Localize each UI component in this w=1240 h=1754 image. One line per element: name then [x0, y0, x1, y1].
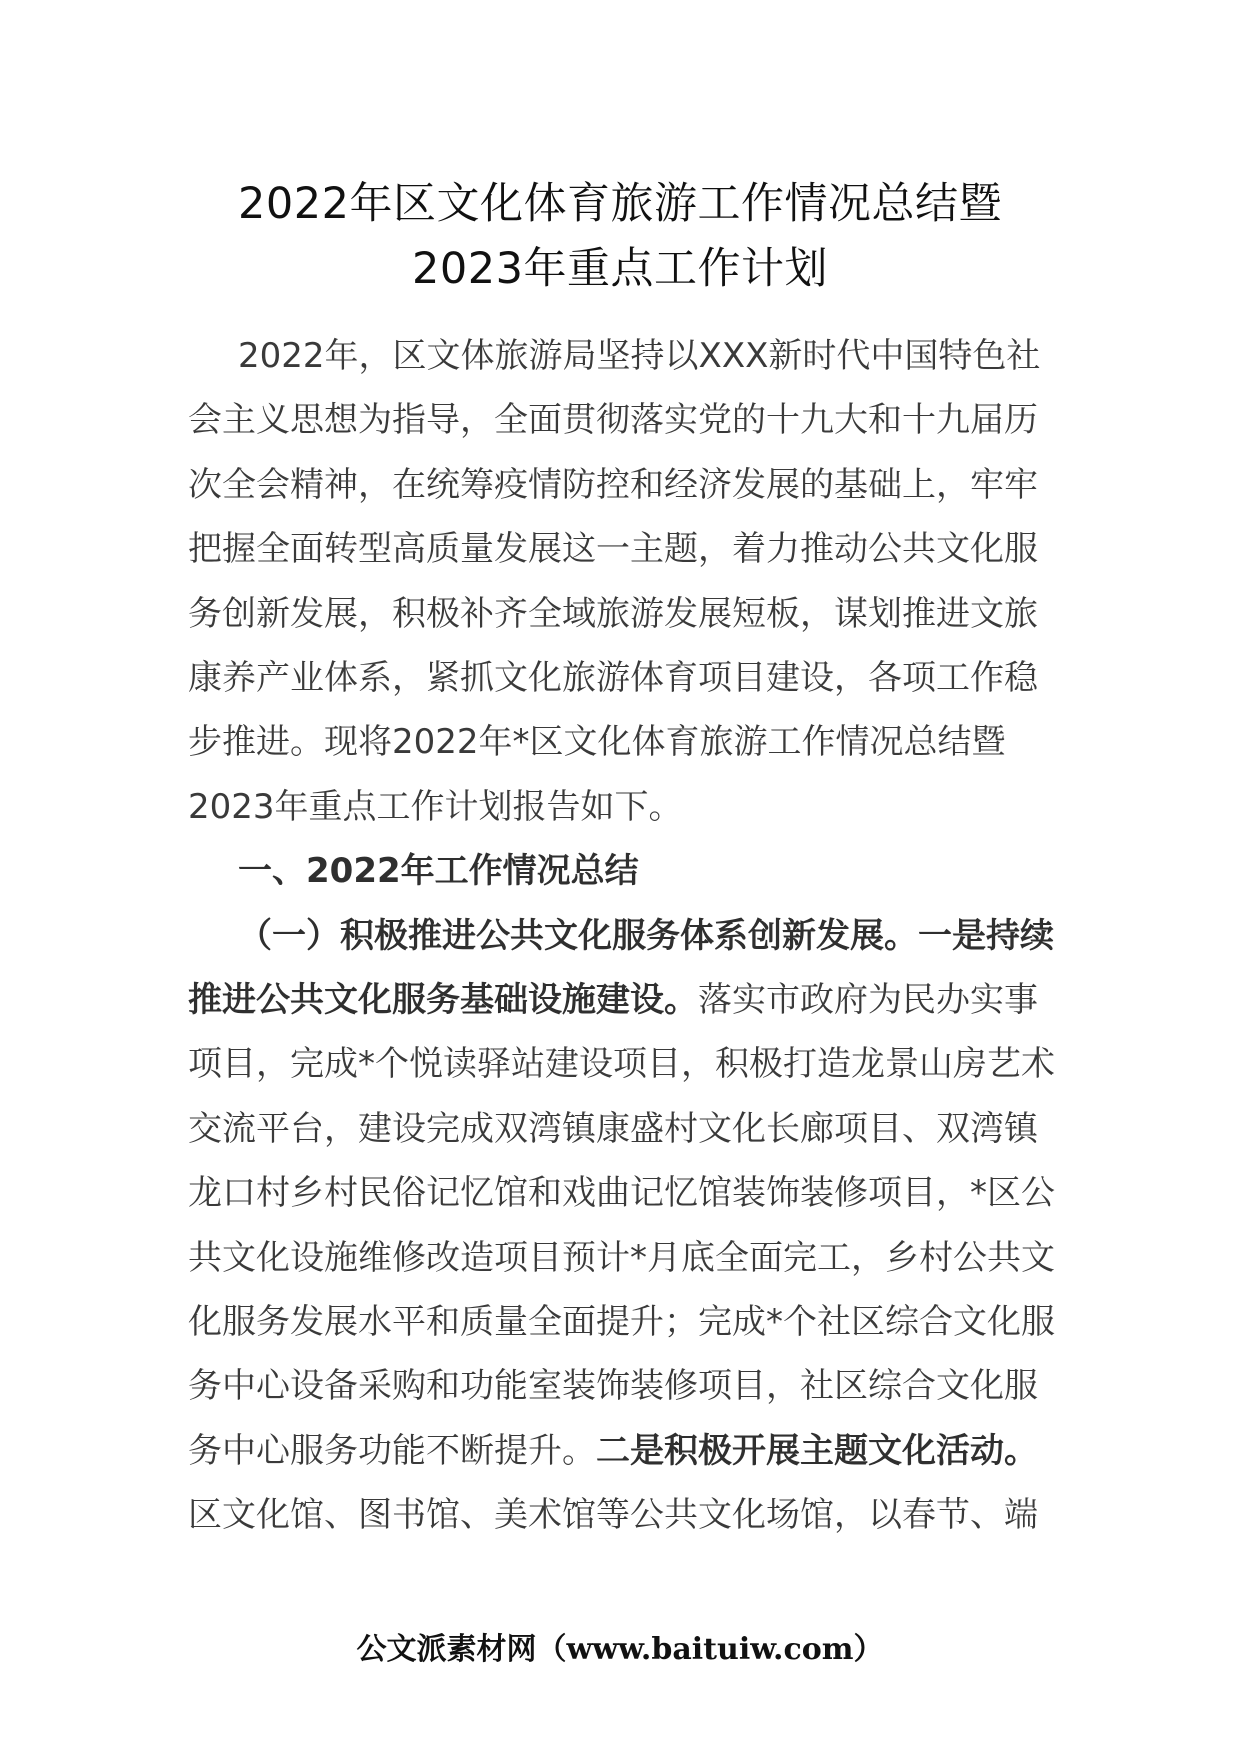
paragraph-line [188, 400, 1038, 440]
bold-text-segment: （一）积极推进公共文化服务体系创新发展。一是持续 [238, 915, 1054, 956]
text-segment: 2022年，区文体旅游局坚持以XXX新时代中国特色社 [238, 336, 1041, 376]
text-segment: 务中心服务功能不断提升。 [188, 1430, 596, 1471]
text-segment: 2023年重点工作计划报告如下。 [188, 786, 683, 827]
text-segment: 康养产业体系，紧抓文化旅游体育项目建设，各项工作稳 [188, 658, 1038, 698]
text-segment: 务创新发展，积极补齐全域旅游发展短板，谋划推进文旅 [188, 593, 1038, 634]
paragraph-line [188, 658, 1038, 698]
footer-source-watermark: 公文派素材网（www.baituiw.com） [356, 1632, 884, 1667]
paragraph-line [188, 1495, 1038, 1535]
paragraph-line [188, 1109, 1038, 1149]
bold-text-segment: 一、2022年工作情况总结 [238, 851, 639, 892]
paragraph-line [188, 1044, 1055, 1084]
paragraph-line [188, 722, 1006, 762]
text-segment: 把握全面转型高质量发展这一主题，着力推动公共文化服 [188, 529, 1038, 570]
paragraph-line [188, 1302, 1055, 1342]
paragraph-line [238, 851, 639, 891]
paragraph-line [188, 465, 1038, 505]
bold-text-segment: 二是积极开展主题文化活动。 [596, 1430, 1038, 1471]
paragraph-line [188, 529, 1038, 569]
text-segment: 务中心设备采购和功能室装饰装修项目，社区综合文化服 [188, 1366, 1038, 1407]
text-segment: 落实市政府为民办实事 [698, 980, 1038, 1020]
text-segment: 会主义思想为指导，全面贯彻落实党的十九大和十九届历 [188, 400, 1038, 441]
text-segment: 共文化设施维修改造项目预计*月底全面完工，乡村公共文 [188, 1237, 1055, 1278]
document-title-line-1: 2022年区文化体育旅游工作情况总结暨 [238, 179, 1002, 229]
paragraph-line [238, 336, 1040, 376]
paragraph-line [188, 1431, 1038, 1471]
bold-text-segment: 推进公共文化服务基础设施建设。 [188, 980, 698, 1020]
paragraph-line [188, 1173, 1055, 1213]
paragraph-line [188, 1238, 1055, 1278]
text-segment: 项目，完成*个悦读驿站建设项目，积极打造龙景山房艺术 [188, 1044, 1055, 1085]
paragraph-line [238, 916, 1054, 956]
paragraph-line [188, 787, 683, 827]
text-segment: 步推进。现将2022年*区文化体育旅游工作情况总结暨 [188, 722, 1006, 763]
text-segment: 化服务发展水平和质量全面提升；完成*个社区综合文化服 [188, 1302, 1055, 1342]
paragraph-line [188, 594, 1038, 634]
text-segment: 交流平台，建设完成双湾镇康盛村文化长廊项目、双湾镇 [188, 1108, 1038, 1149]
text-segment: 龙口村乡村民俗记忆馆和戏曲记忆馆装饰装修项目，*区公 [188, 1173, 1055, 1214]
paragraph-line [188, 1366, 1038, 1406]
paragraph-line [188, 980, 1038, 1020]
document-title-line-2: 2023年重点工作计划 [412, 244, 828, 294]
text-segment: 区文化馆、图书馆、美术馆等公共文化场馆，以春节、端 [188, 1495, 1038, 1536]
text-segment: 次全会精神，在统筹疫情防控和经济发展的基础上，牢牢 [188, 464, 1038, 505]
